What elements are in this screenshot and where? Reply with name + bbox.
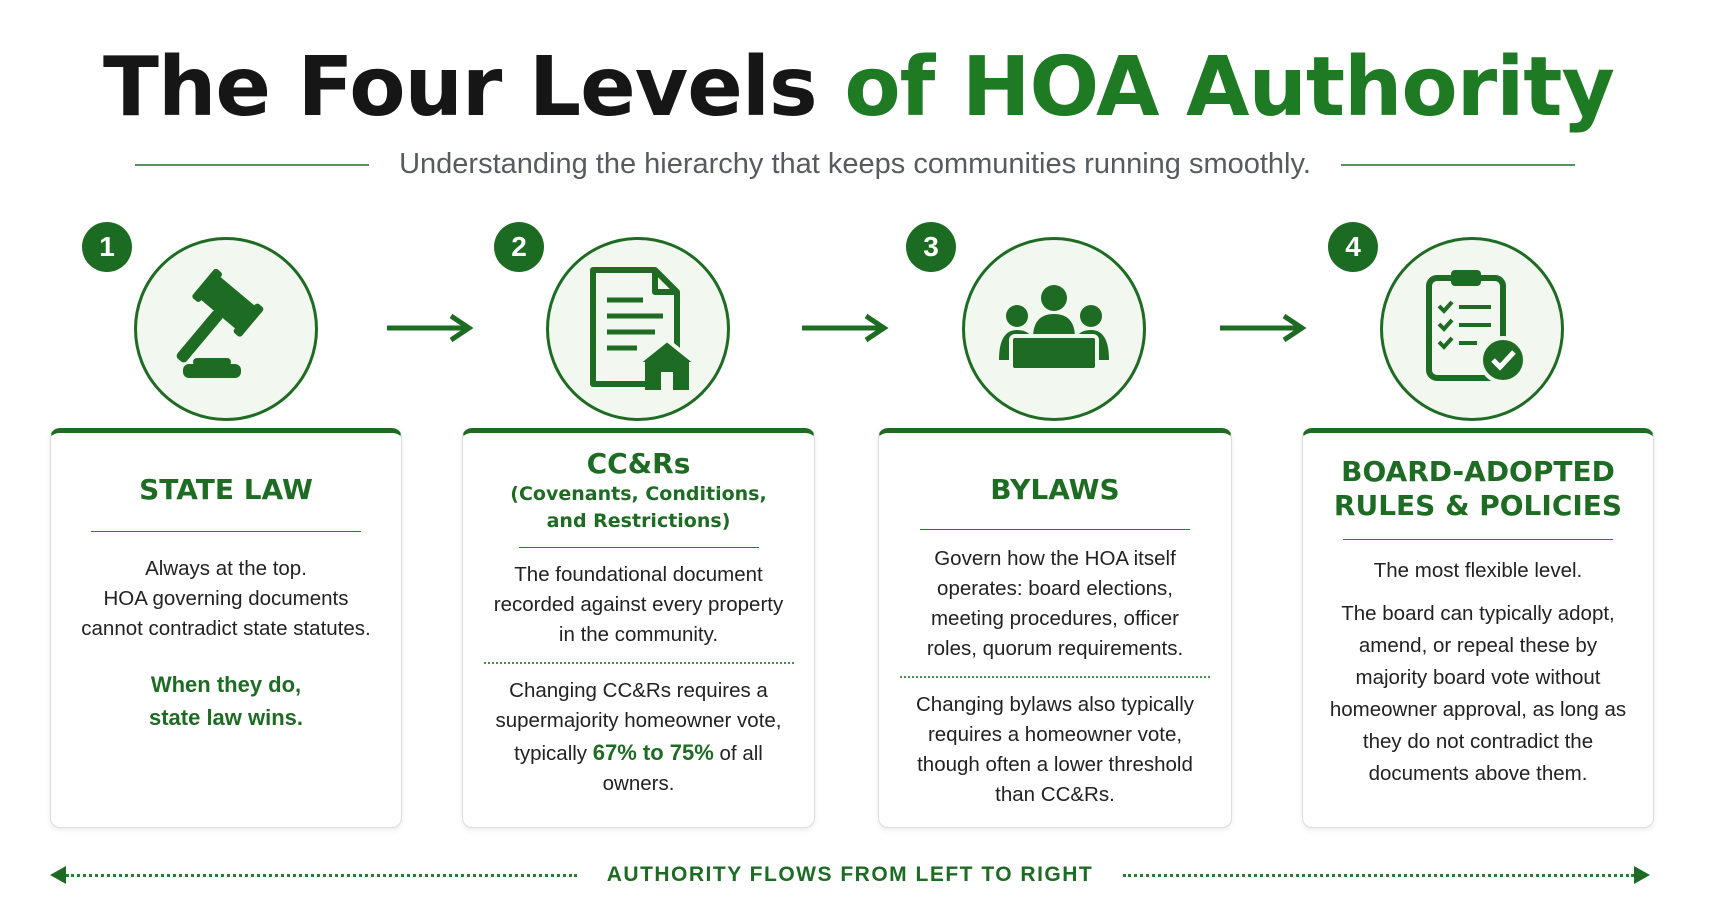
card-bylaws: [878, 428, 1232, 828]
card-ccrs: [462, 428, 815, 828]
level-2-icon-circle: [546, 237, 730, 421]
card-highlight-1: When they do,: [150, 672, 302, 697]
level-4-icon-circle: [1380, 237, 1564, 421]
card-body-2-highlight: 67% to 75%: [592, 740, 714, 765]
card-body-2: [479, 676, 799, 799]
card-body-1: The foundational document recorded against every property in the community.: [493, 563, 784, 646]
dotted-line-left: [66, 874, 577, 877]
arrow-right-icon: [1634, 866, 1650, 884]
divider-left: [135, 164, 369, 166]
card-subtitle-2: and Restrictions): [546, 510, 731, 532]
card-title: BYLAWS: [990, 473, 1120, 506]
level-3-badge: 3: [906, 222, 956, 272]
gavel-icon: [161, 264, 291, 394]
card-subtitle-1: (Covenants, Conditions,: [510, 483, 767, 505]
card-body-2: Changing bylaws also typically requires a homeowner vote, though often a lower threshold than CC&Rs.: [915, 693, 1195, 806]
card-body-2-text: Changing CC&Rs requires a supermajority homeowner vote, typically: [495, 679, 782, 765]
page-title: [0, 38, 1717, 138]
level-4-badge: 4: [1328, 222, 1378, 272]
authority-flow-footer: [50, 860, 1650, 890]
title-dark-part: The Four Levels: [103, 40, 817, 135]
arrow-right-icon: [800, 313, 892, 343]
arrow-right-icon: [385, 313, 477, 343]
card-body-2: The board can typically adopt, amend, or repeal these by majority board vote without homeowner approval, as long as they do not contradict the documents above them.: [1329, 602, 1627, 785]
card-title-1: BOARD-ADOPTED: [1341, 455, 1615, 488]
title-green-part: of HOA Authority: [844, 40, 1614, 135]
document-house-icon: [573, 264, 703, 394]
card-body-1: Govern how the HOA itself operates: board elections, meeting procedures, officer roles, quorum requirements.: [926, 547, 1184, 660]
level-2-badge: 2: [494, 222, 544, 272]
arrow-left-icon: [50, 866, 66, 884]
meeting-icon: [989, 264, 1119, 394]
level-3-icon-circle: [962, 237, 1146, 421]
card-body-1: The most flexible level.: [1373, 559, 1583, 582]
arrow-right-icon: [1218, 313, 1310, 343]
subtitle-row: [135, 148, 1575, 181]
card-body-2: HOA governing documents cannot contradict state statutes.: [81, 587, 371, 640]
card-body-2-text-end: of all owners.: [602, 742, 763, 795]
card-title: CC&Rs: [586, 447, 691, 480]
level-1-badge: 1: [82, 222, 132, 272]
card-highlight-2: state law wins.: [148, 705, 304, 730]
checklist-icon: [1407, 264, 1537, 394]
card-body-1: Always at the top.: [145, 557, 307, 580]
divider-right: [1341, 164, 1575, 166]
page-subtitle: Understanding the hierarchy that keeps communities running smoothly.: [399, 148, 1311, 180]
card-board-rules: [1302, 428, 1654, 828]
level-1-icon-circle: [134, 237, 318, 421]
card-title-2: RULES & POLICIES: [1333, 489, 1623, 522]
card-state-law: [50, 428, 402, 828]
card-title: STATE LAW: [139, 473, 313, 506]
footer-label: AUTHORITY FLOWS FROM LEFT TO RIGHT: [606, 863, 1094, 886]
dotted-line-right: [1123, 874, 1634, 877]
